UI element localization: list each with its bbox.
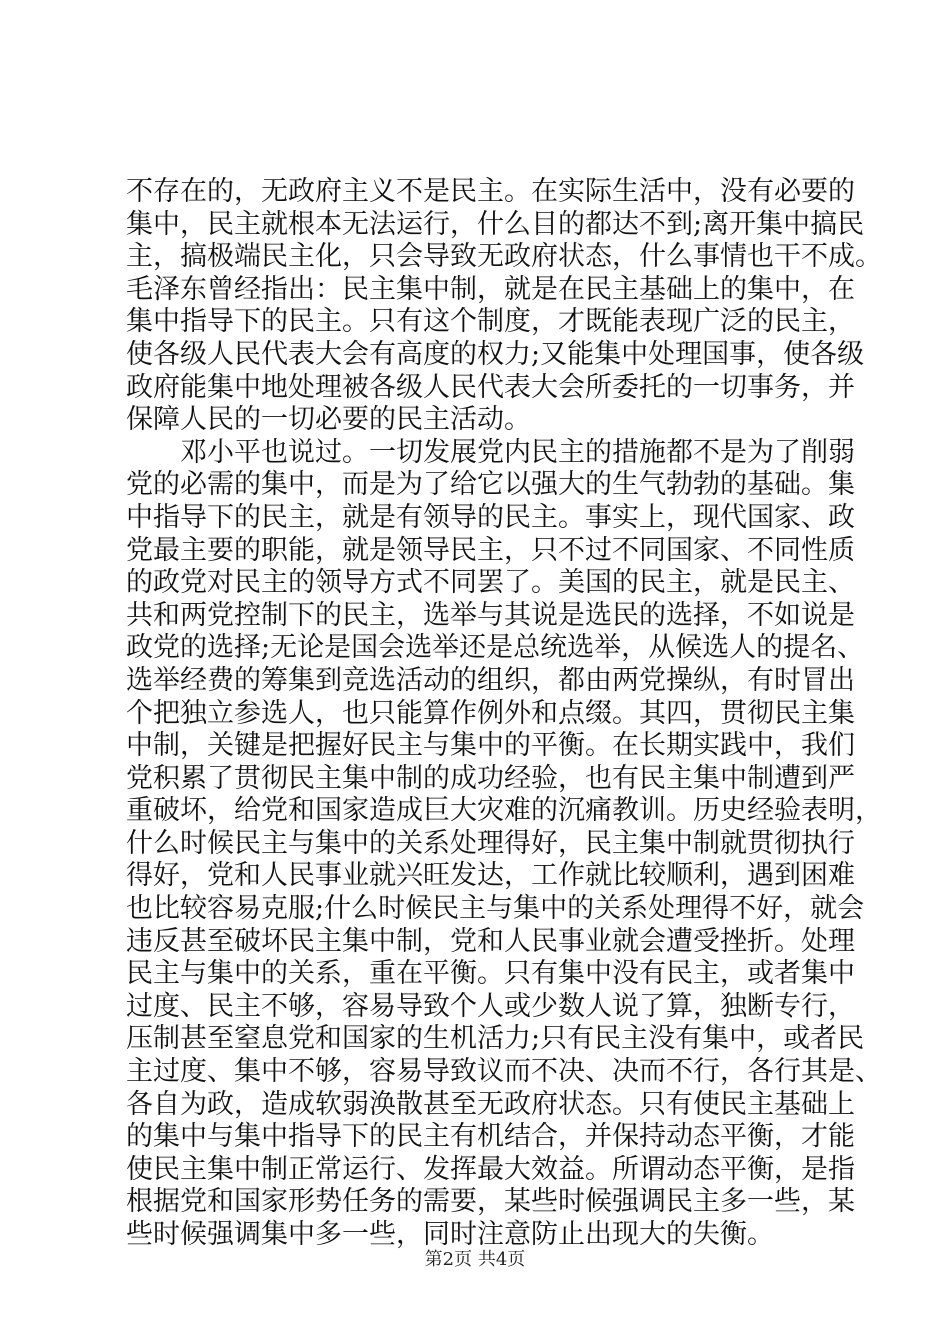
- text-line: 的政党对民主的领导方式不同罢了。美国的民主，就是民主、: [126, 567, 855, 599]
- text-line: 保障人民的一切必要的民主活动。: [126, 404, 531, 436]
- text-line: 些时候强调集中多一些，同时注意防止出现大的失衡。: [126, 1219, 774, 1250]
- text-line: 共和两党控制下的民主，选举与其说是选民的选择，不如说是: [126, 599, 855, 631]
- text-line: 不存在的，无政府主义不是民主。在实际生活中，没有必要的: [126, 176, 855, 207]
- text-line: 也比较容易克服;什么时候民主与集中的关系处理得不好，就会: [126, 893, 865, 925]
- text-line: 中制，关键是把握好民主与集中的平衡。在长期实践中，我们: [126, 730, 855, 762]
- text-line: 使民主集中制正常运行、发挥最大效益。所谓动态平衡，是指: [126, 1153, 855, 1185]
- text-line: 民主与集中的关系，重在平衡。只有集中没有民主，或者集中: [126, 958, 855, 990]
- text-line: 政府能集中地处理被各级人民代表大会所委托的一切事务，并: [126, 371, 855, 403]
- text-line: 什么时候民主与集中的关系处理得好，民主集中制就贯彻执行: [126, 827, 855, 859]
- text-line: 主过度、集中不够，容易导致议而不决、决而不行，各行其是、: [126, 1056, 882, 1088]
- text-line: 党最主要的职能，就是领导民主，只不过不同国家、不同性质: [126, 534, 855, 566]
- text-line: 政党的选择;无论是国会选举还是总统选举，从候选人的提名、: [126, 632, 865, 664]
- text-line: 违反甚至破坏民主集中制，党和人民事业就会遭受挫折。处理: [126, 925, 855, 957]
- text-line: 的集中与集中指导下的民主有机结合，并保持动态平衡，才能: [126, 1121, 855, 1153]
- text-line: 主，搞极端民主化，只会导致无政府状态，什么事情也干不成。: [126, 241, 882, 273]
- text-line: 毛泽东曾经指出：民主集中制，就是在民主基础上的集中，在: [126, 273, 855, 305]
- text-line: 重破坏，给党和国家造成巨大灾难的沉痛教训。历史经验表明，: [126, 795, 882, 827]
- text-line: 压制甚至窒息党和国家的生机活力;只有民主没有集中，或者民: [126, 1023, 865, 1055]
- text-line: 邓小平也说过。一切发展党内民主的措施都不是为了削弱: [126, 436, 855, 468]
- text-line: 党的必需的集中，而是为了给它以强大的生气勃勃的基础。集: [126, 469, 855, 501]
- text-line: 使各级人民代表大会有高度的权力;又能集中处理国事，使各级: [126, 338, 865, 370]
- text-line: 得好，党和人民事业就兴旺发达，工作就比较顺利，遇到困难: [126, 860, 855, 892]
- text-line: 中指导下的民主，就是有领导的民主。事实上，现代国家、政: [126, 501, 855, 533]
- text-line: 各自为政，造成软弱涣散甚至无政府状态。只有使民主基础上: [126, 1088, 855, 1120]
- text-line: 选举经费的筹集到竞选活动的组织，都由两党操纵，有时冒出: [126, 664, 855, 696]
- text-line: 党积累了贯彻民主集中制的成功经验，也有民主集中制遭到严: [126, 762, 855, 794]
- text-line: 集中指导下的民主。只有这个制度，才既能表现广泛的民主，: [126, 306, 855, 338]
- text-line: 根据党和国家形势任务的需要，某些时候强调民主多一些，某: [126, 1186, 855, 1218]
- text-line: 过度、民主不够，容易导致个人或少数人说了算，独断专行，: [126, 990, 855, 1022]
- text-line: 个把独立参选人，也只能算作例外和点缀。其四，贯彻民主集: [126, 697, 855, 729]
- text-line: 集中，民主就根本无法运行，什么目的都达不到;离开集中搞民: [126, 208, 865, 240]
- document-body: [126, 176, 882, 1252]
- page-number-footer: 第2页 共4页: [424, 1249, 526, 1270]
